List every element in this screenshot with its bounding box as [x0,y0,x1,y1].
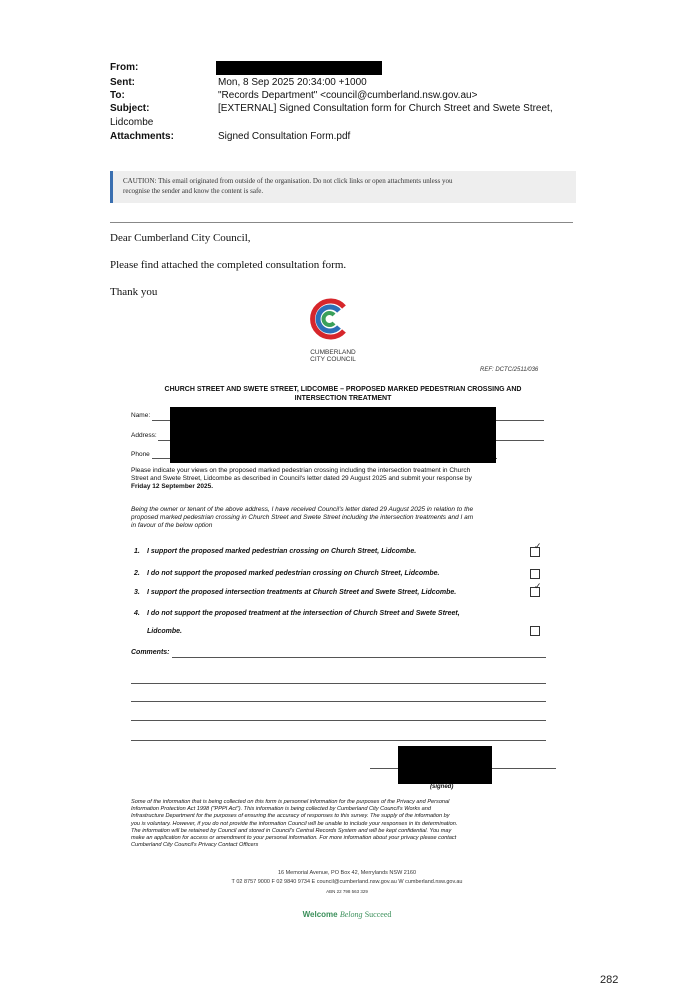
greeting: Dear Cumberland City Council, [110,232,251,244]
option-4-text-cont: Lidcombe. [147,628,183,635]
caution-banner [110,171,576,203]
privacy-line: Infrastructure Department for the purposes of ensuring the accuracy of responses to this survey. The supply of the information by [131,813,450,820]
attachment-link[interactable]: Signed Consultation Form.pdf [218,131,351,142]
comments-line[interactable] [131,683,546,684]
privacy-line: you is voluntary. However, if you do not provide the information Council will be unable to include your responses in its determination. [131,820,458,827]
instructions-deadline: Friday 12 September 2025. [131,483,214,490]
instructions [131,467,561,491]
signed-label: (signed) [430,784,454,790]
name-label: Name: [131,412,151,419]
intro-line-2: proposed marked pedestrian crossing in Church Street and Swete Street including the intersection treatments and I am [131,514,474,521]
option-number: 1. [134,548,140,555]
intro-statement [131,506,561,530]
form-title-line-2: INTERSECTION TREATMENT [294,395,392,402]
option-1-text: I support the proposed marked pedestrian crossing on Church Street, Lidcombe. [147,548,417,555]
phone-label: Phone [131,451,150,458]
divider [110,222,573,223]
option-4-checkbox[interactable] [530,626,540,636]
to-value[interactable]: "Records Department" <council@cumberland.nsw.gov.au> [218,90,478,101]
subject-value: [EXTERNAL] Signed Consultation form for Church Street and Swete Street, [218,103,553,114]
attachments-label: Attachments: [110,131,174,142]
logo-line-1: CUMBERLAND [310,349,356,356]
tagline-succeed: Succeed [364,910,392,919]
privacy-notice [131,799,563,849]
tagline [131,910,563,919]
redacted-signature [398,746,492,784]
council-footer [131,869,563,896]
comments-line[interactable] [131,720,546,721]
option-2-checkbox[interactable] [530,569,540,579]
privacy-line: make an application for access or amendment to your personal information. For more information about your privacy please contact [131,835,457,842]
tagline-welcome: Welcome [302,910,338,919]
checkmark-icon: ✓ [534,581,542,591]
option-2-text: I do not support the proposed marked pedestrian crossing on Church Street, Lidcombe. [147,570,440,577]
sent-label: Sent: [110,77,135,88]
closing: Thank you [110,286,158,298]
footer-contact: T 02 8757 9000 F 02 9840 9734 E council@cumberland.nsw.gov.au W cumberland.nsw.gov.au [231,879,463,885]
privacy-line: Information Protection Act 1998 ("PPPI Act"). This information is being collected by Cumberland City Council's Works and [131,806,431,813]
subject-continuation: Lidcombe [110,117,154,128]
footer-address: 16 Memorial Avenue, PO Box 42, Merrylands NSW 2160 [277,870,417,876]
redacted-details [170,407,496,463]
tagline-belong: Belong [339,910,363,919]
privacy-line: Cumberland City Council's Privacy Contact Officers [131,842,259,849]
option-3-text: I support the proposed intersection treatments at Church Street and Swete Street, Lidcombe. [147,589,457,596]
form-reference: REF: DCTC/2511/036 [480,367,539,373]
subject-label: Subject: [110,103,150,114]
intro-line-3: in favour of the below option [131,522,213,529]
intro-line-1: Being the owner or tenant of the above address, I have received Council's letter dated 29 August 2025 in relation to the [131,506,474,513]
option-4-text: I do not support the proposed treatment at the intersection of Church Street and Swete Street, [147,610,460,617]
privacy-line: Some of the information that is being collected on this form is personnel information for the purposes of the Privacy and Personal [131,799,450,805]
comments-line[interactable] [131,701,546,702]
comments-label: Comments: [131,649,170,656]
cumberland-logo-icon [308,297,352,341]
comments-line[interactable] [172,657,546,658]
caution-line-1: CAUTION: This email originated from outside of the organisation. Do not click links or open attachments unless you [123,177,453,185]
checkmark-icon: ✓ [534,541,542,551]
logo-line-2: CITY COUNCIL [310,356,356,363]
option-number: 2. [134,570,140,577]
page-number: 282 [600,974,619,986]
option-number: 4. [134,610,140,617]
address-label: Address: [131,432,157,439]
form-title [128,385,558,403]
footer-abn: ABN 22 798 563 329 [326,889,368,894]
privacy-line: The information will be retained by Council and stored in Council's Central Records System and will be kept confidential. You may [131,827,452,834]
form-title-line-1: CHURCH STREET AND SWETE STREET, LIDCOMBE – PROPOSED MARKED PEDESTRIAN CROSSING AND [164,386,522,393]
caution-line-2: recognise the sender and know the content is safe. [123,187,264,195]
comments-line[interactable] [131,740,546,741]
instructions-line-2: Street and Swete Street, Lidcombe as described in Council's letter dated 29 August 2025 and submit your response by [131,475,472,482]
redacted-from [216,61,382,75]
from-label: From: [110,62,139,73]
sent-value: Mon, 8 Sep 2025 20:34:00 +1000 [218,77,367,88]
logo-text [298,349,368,363]
instructions-line-1: Please indicate your views on the proposed marked pedestrian crossing including the intersection treatment in Church [131,467,471,474]
body-text: Please find attached the completed consultation form. [110,259,347,271]
option-number: 3. [134,589,140,596]
to-label: To: [110,90,125,101]
